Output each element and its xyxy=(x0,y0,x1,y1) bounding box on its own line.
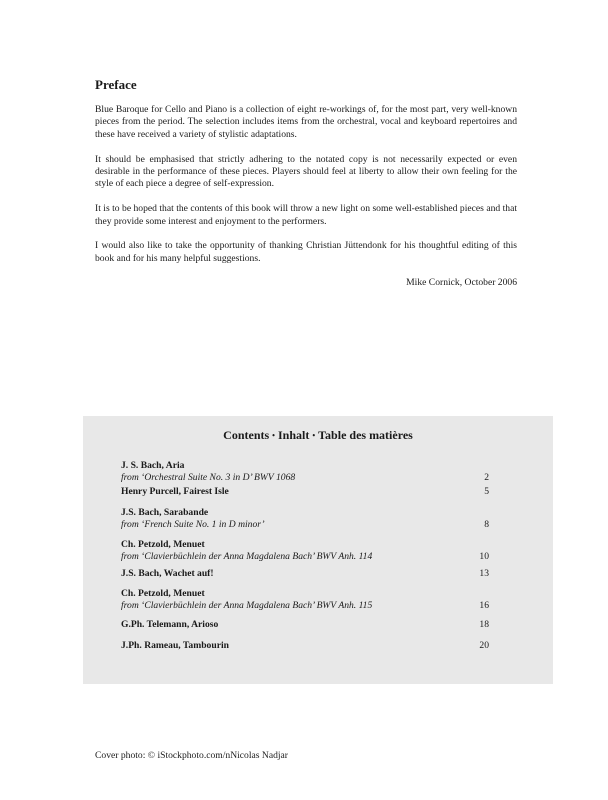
entry-page-number: 2 xyxy=(484,472,489,483)
preface-paragraph: It is to be hoped that the contents of this book will throw a new light on some well-established pieces and that they provide some interest and enjoyment to the performers. xyxy=(95,203,517,227)
entry-page-number: 20 xyxy=(479,640,489,651)
preface-paragraph: Blue Baroque for Cello and Piano is a collection of eight re-workings of, for the most part, very well-known pieces from the period. The selection includes items from the orchestral, vocal and keyboard repertoires and these have received a variety of stylistic adaptations. xyxy=(95,104,517,140)
preface-title: Preface xyxy=(95,77,137,92)
entry-subtitle: from ‘Clavierbüchlein der Anna Magdalena Bach’ BWV Anh. 114 xyxy=(121,551,373,562)
contents-entry xyxy=(121,588,489,612)
entry-page-number: 10 xyxy=(479,551,489,562)
contents-heading-fr: Table des matières xyxy=(318,428,413,442)
contents-heading-en: Contents xyxy=(223,428,270,442)
entry-title: J.S. Bach, Sarabande xyxy=(121,507,209,518)
entry-subtitle: from ‘Orchestral Suite No. 3 in D’ BWV 1068 xyxy=(121,472,296,483)
entry-page-number: 16 xyxy=(479,600,489,611)
contents-heading-de: Inhalt xyxy=(277,428,310,442)
contents-heading xyxy=(83,428,553,443)
entry-page-number: 18 xyxy=(479,619,489,630)
contents-entry xyxy=(121,460,489,484)
entry-title: G.Ph. Telemann, Arioso xyxy=(121,619,219,630)
entry-title: J.Ph. Rameau, Tambourin xyxy=(121,640,229,651)
contents-entry xyxy=(121,507,489,531)
contents-entry xyxy=(121,486,489,498)
entry-subtitle: from ‘French Suite No. 1 in D minor’ xyxy=(121,519,265,530)
entry-title: Ch. Petzold, Menuet xyxy=(121,588,205,599)
heading-separator: • xyxy=(312,431,316,440)
cover-photo-credit: Cover photo: © iStockphoto.com/nNicolas Nadjar xyxy=(95,750,289,761)
contents-entry xyxy=(121,619,489,631)
entry-subtitle: from ‘Clavierbüchlein der Anna Magdalena Bach’ BWV Anh. 115 xyxy=(121,600,373,611)
entry-title: Ch. Petzold, Menuet xyxy=(121,539,205,550)
entry-page-number: 13 xyxy=(479,568,489,579)
preface-body xyxy=(95,104,517,278)
preface-paragraph: It should be emphasised that strictly adhering to the notated copy is not necessarily expected or even desirable in the performance of these pieces. Players should feel at liberty to allow their own feeling for the style of each piece a degree of self-expression. xyxy=(95,153,517,190)
entry-title: J.S. Bach, Wachet auf! xyxy=(121,568,214,579)
contents-entry xyxy=(121,640,489,652)
preface-signature: Mike Cornick, October 2006 xyxy=(406,277,517,288)
entry-title: Henry Purcell, Fairest Isle xyxy=(121,486,229,497)
contents-entry xyxy=(121,539,489,563)
entry-title: J. S. Bach, Aria xyxy=(121,460,185,471)
entry-page-number: 8 xyxy=(484,519,489,530)
contents-entry xyxy=(121,568,489,580)
entry-page-number: 5 xyxy=(484,486,489,497)
contents-panel xyxy=(83,416,553,684)
preface-paragraph: I would also like to take the opportunity of thanking Christian Jüttendonk for his thoughtful editing of this book and for his many helpful suggestions. xyxy=(95,240,517,264)
heading-separator: • xyxy=(272,431,275,440)
